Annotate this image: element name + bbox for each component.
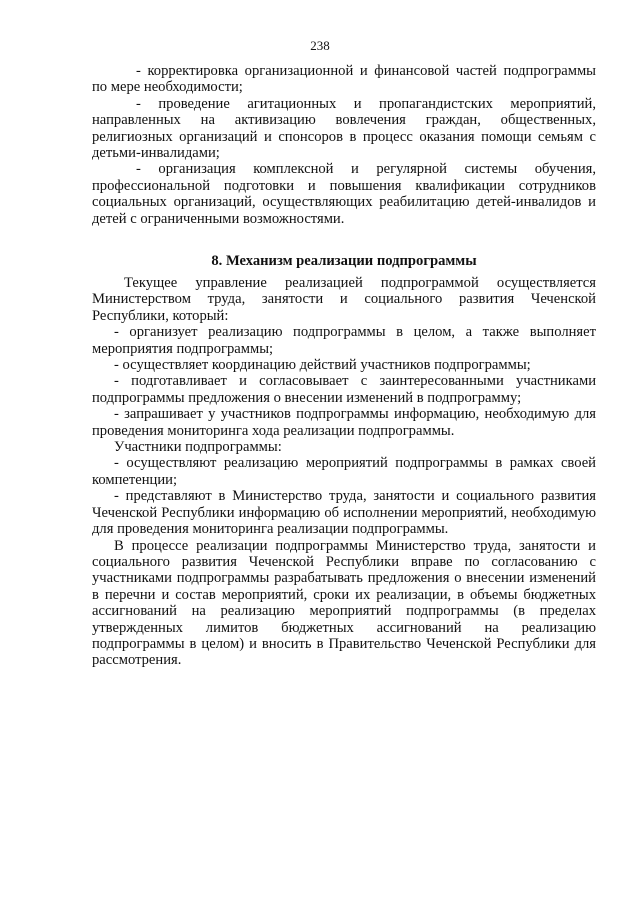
intro-item: - организация комплексной и регулярной системы обучения, профессиональной подготовки и повышения квалификации сотрудников социальных организаций, осуществляющих реабилитацию детей-инвалидов и детей с ограниченными возможностями. xyxy=(92,161,596,227)
paragraph: В процессе реализации подпрограммы Министерство труда, занятости и социального развития Чеченской Республики вправе по согласованию с участниками подпрограммы разрабатывать предложения о внесении изменений в перечни и состав мероприятий, сроки их реализации, в объемы бюджетных ассигнований на реализацию мероприятий подпрограммы (в пределах утвержденных лимитов бюджетных ассигнований на реализацию подпрограммы в целом) и вносить в Правительство Чеченской Республики для рассмотрения. xyxy=(92,537,596,669)
intro-item: - проведение агитационных и пропагандистских мероприятий, направленных на активизацию вовлечения граждан, общественных, религиозных организаций и спонсоров в процесс оказания помощи семьям с детьми-инвалидами; xyxy=(92,95,596,162)
section-heading: 8. Механизм реализации подпрограммы xyxy=(211,253,477,269)
paragraph: - представляют в Министерство труда, занятости и социального развития Чеченской Республики информацию об исполнении мероприятий, необходимую для проведения мониторинга реализации подпрограммы. xyxy=(92,488,596,538)
page-number: 238 xyxy=(310,38,330,53)
intro-list xyxy=(92,63,596,227)
paragraph: - организует реализацию подпрограммы в целом, а также выполняет мероприятия подпрограммы; xyxy=(92,324,596,357)
intro-item: - корректировка организационной и финансовой частей подпрограммы по мере необходимости; xyxy=(92,63,596,96)
paragraph: - осуществляет координацию действий участников подпрограммы; xyxy=(114,357,531,374)
paragraph: Участники подпрограммы: xyxy=(114,439,282,456)
paragraph: - запрашивает у участников подпрограммы информацию, необходимую для проведения мониторинга хода реализации подпрограммы. xyxy=(92,406,596,439)
paragraph: - осуществляют реализацию мероприятий подпрограммы в рамках своей компетенции; xyxy=(92,455,596,488)
section-body xyxy=(92,275,596,669)
paragraph: - подготавливает и согласовывает с заинтересованными участниками подпрограммы предложения о внесении изменений в подпрограмму; xyxy=(92,373,596,406)
paragraph: Текущее управление реализацией подпрограммой осуществляется Министерством труда, занятости и социального развития Чеченской Республики, который: xyxy=(92,275,596,324)
